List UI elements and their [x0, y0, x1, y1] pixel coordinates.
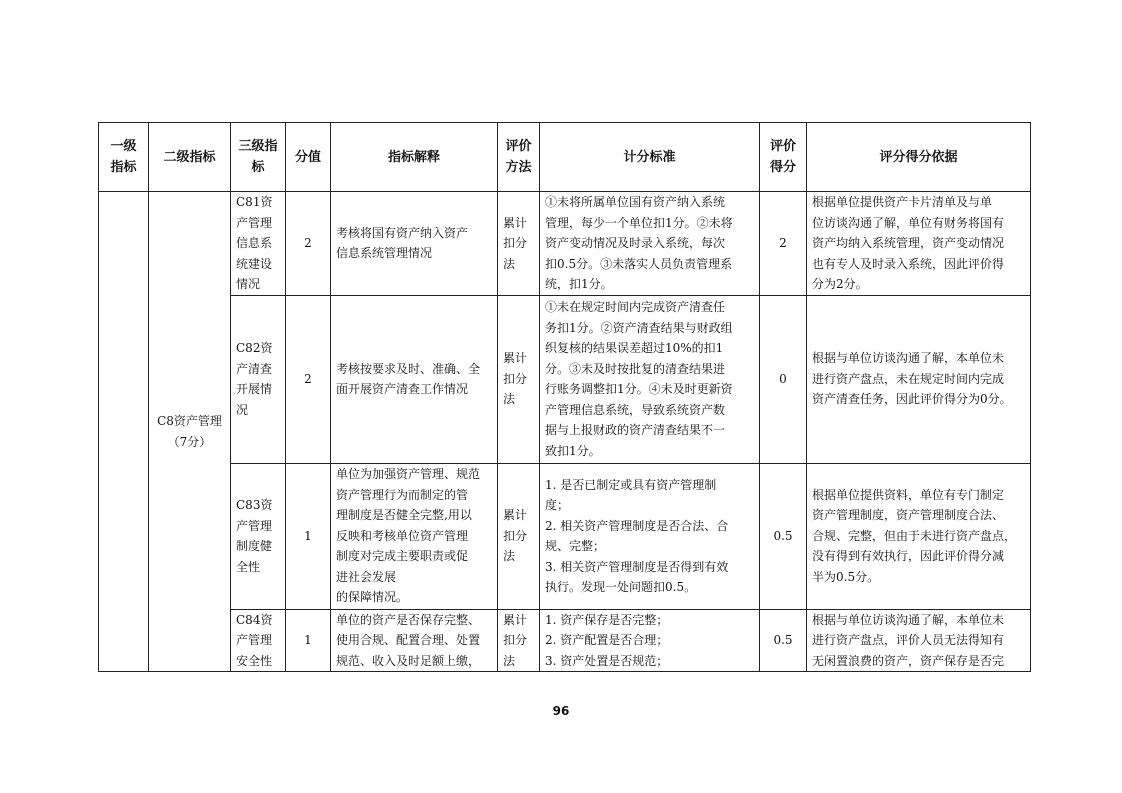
score-cell: 2 — [286, 295, 331, 463]
header-level3: 三级指 标 — [231, 123, 286, 192]
indicator-cell: C81资 产管理 信息系 统建设 情况 — [231, 192, 286, 296]
header-level2: 二级指标 — [149, 123, 231, 192]
header-basis: 评分得分依据 — [807, 123, 1031, 192]
eval-score-cell: 0 — [760, 295, 807, 463]
score-cell: 2 — [286, 192, 331, 296]
explanation-cell: 单位为加强资产管理、规范 资产管理行为而制定的管 理制度是否健全完整,用以 反映和考核单位资产管理 制度对完成主要职责或促 进社会发展 的保障情况。 — [331, 463, 498, 609]
indicator-cell: C84资 产管理 安全性 — [231, 609, 286, 672]
header-score: 分值 — [286, 123, 331, 192]
table-row — [99, 295, 1031, 463]
explanation-cell: 考核按要求及时、准确、全 面开展资产清查工作情况 — [331, 295, 498, 463]
standard-cell: 1. 是否已制定或具有资产管理制 度； 2. 相关资产管理制度是否合法、合 规、完整； 3. 相关资产管理制度是否得到有效 执行。发现一处问题扣0.5。 — [540, 463, 760, 609]
method-cell: 累计 扣分 法 — [498, 609, 540, 672]
basis-cell: 根据单位提供资产卡片清单及与单 位访谈沟通了解，单位有财务将国有 资产均纳入系统管理，资产变动情况 也有专人及时录入系统，因此评价得 分为2分。 — [807, 192, 1031, 296]
method-cell: 累计 扣分 法 — [498, 295, 540, 463]
method-cell: 累计 扣分 法 — [498, 463, 540, 609]
explanation-cell: 单位的资产是否保存完整、 使用合规、配置合理、处置 规范、收入及时足额上缴， — [331, 609, 498, 672]
table-row — [99, 609, 1031, 672]
level1-cell — [99, 192, 149, 672]
eval-score-cell: 0.5 — [760, 463, 807, 609]
header-method: 评价 方法 — [498, 123, 540, 192]
method-cell: 累计 扣分 法 — [498, 192, 540, 296]
score-cell: 1 — [286, 609, 331, 672]
standard-cell: ①未将所属单位国有资产纳入系统 管理，每少一个单位扣1分。②未将 资产变动情况及时录入系统，每次 扣0.5分。③未落实人员负责管理系 统，扣1分。 — [540, 192, 760, 296]
table-row — [99, 463, 1031, 609]
standard-cell: ①未在规定时间内完成资产清查任 务扣1分。②资产清查结果与财政组 织复核的结果误差超过10%的扣1 分。③未及时按批复的清查结果进 行账务调整扣1分。④未及时更新资 产管理信息系统，导致系统资产数 据与上报财政的资产清查结果不一 致扣1分。 — [540, 295, 760, 463]
header-standard: 计分标准 — [540, 123, 760, 192]
basis-cell: 根据与单位访谈沟通了解，本单位未 进行资产盘点，未在规定时间内完成 资产清查任务，因此评价得分为0分。 — [807, 295, 1031, 463]
basis-cell: 根据单位提供资料，单位有专门制定 资产管理制度，资产管理制度合法、 合规、完整，但由于未进行资产盘点， 没有得到有效执行，因此评价得分减 半为0.5分。 — [807, 463, 1031, 609]
page-number: 96 — [552, 704, 570, 718]
indicator-cell: C83资 产管理 制度健 全性 — [231, 463, 286, 609]
basis-cell: 根据与单位访谈沟通了解，本单位未 进行资产盘点，评价人员无法得知有 无闲置浪费的资产，资产保存是否完 — [807, 609, 1031, 672]
table-row — [99, 192, 1031, 296]
header-level1: 一级 指标 — [99, 123, 149, 192]
eval-score-cell: 0.5 — [760, 609, 807, 672]
evaluation-table — [98, 122, 1031, 672]
eval-score-cell: 2 — [760, 192, 807, 296]
level2-cell: C8资产管理 （7分） — [149, 192, 231, 672]
standard-cell: 1. 资产保存是否完整； 2. 资产配置是否合理； 3. 资产处置是否规范； — [540, 609, 760, 672]
header-row — [99, 123, 1031, 192]
score-cell: 1 — [286, 463, 331, 609]
header-explanation: 指标解释 — [331, 123, 498, 192]
explanation-cell: 考核将国有资产纳入资产 信息系统管理情况 — [331, 192, 498, 296]
header-eval-score: 评价 得分 — [760, 123, 807, 192]
indicator-cell: C82资 产清查 开展情 况 — [231, 295, 286, 463]
